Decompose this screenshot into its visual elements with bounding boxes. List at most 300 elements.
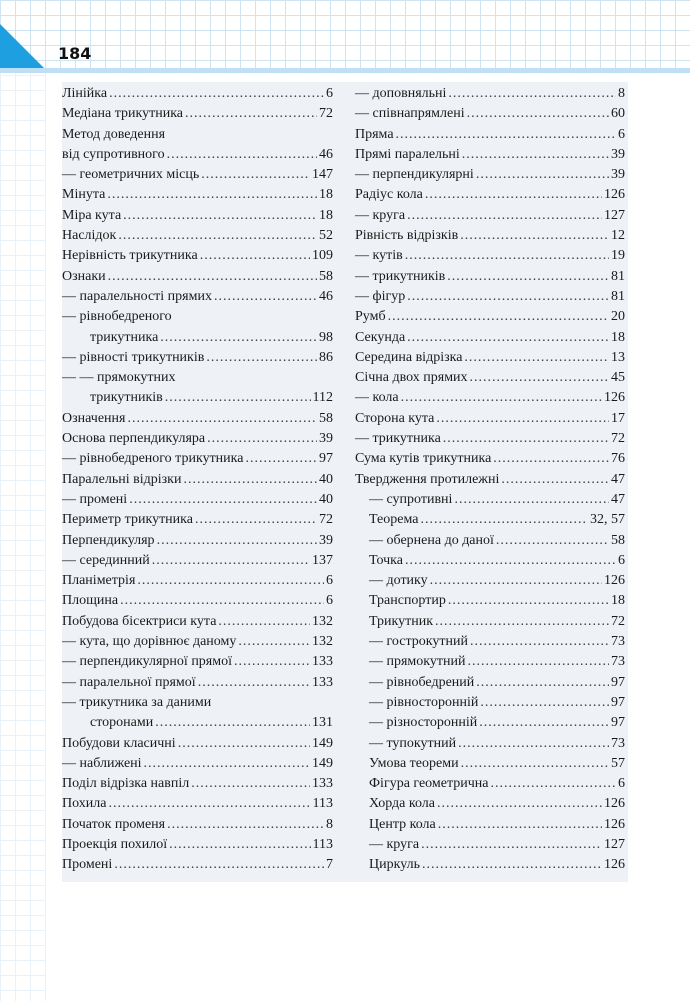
- index-term: — супротивні: [369, 491, 453, 507]
- dot-leader: [462, 145, 609, 165]
- index-term: — прямокутний: [369, 654, 466, 670]
- dot-leader: [118, 226, 317, 246]
- index-page-number: 112: [312, 390, 333, 406]
- index-entry: [355, 774, 625, 794]
- dot-leader: [467, 104, 609, 124]
- index-entry: [62, 531, 333, 551]
- index-term: Проекція похилої: [62, 836, 168, 852]
- dot-leader: [435, 612, 609, 632]
- index-term: Радіус кола: [355, 187, 423, 203]
- index-entry: [62, 185, 333, 205]
- index-term: — серединний: [62, 552, 150, 568]
- index-term: Лінійка: [62, 86, 108, 101]
- index-page-number: 46: [319, 146, 333, 162]
- index-term: — дотику: [369, 573, 428, 589]
- index-entry: [355, 429, 625, 449]
- index-term: Площина: [62, 593, 119, 609]
- dot-leader: [238, 632, 310, 652]
- index-page-number: 58: [319, 268, 333, 284]
- index-page-number: 149: [312, 735, 333, 751]
- index-term: — круга: [369, 836, 420, 852]
- index-entry: [355, 307, 625, 327]
- index-term: сторонами: [90, 715, 154, 731]
- index-term: — рівнобедреного: [62, 309, 172, 325]
- dot-leader: [405, 246, 609, 266]
- index-entry: [355, 815, 625, 835]
- index-page-number: 47: [611, 491, 625, 507]
- dot-leader: [443, 429, 609, 449]
- dot-leader: [425, 185, 602, 205]
- index-page-number: 133: [312, 776, 333, 792]
- index-page-number: 6: [618, 126, 625, 142]
- dot-leader: [207, 429, 317, 449]
- index-entry: [355, 368, 625, 388]
- index-entry: [62, 226, 333, 246]
- index-page-number: 81: [611, 268, 625, 284]
- index-entry: [355, 693, 625, 713]
- index-page-number: 72: [319, 106, 333, 122]
- index-term: — трикутників: [355, 268, 446, 284]
- index-page-number: 113: [312, 796, 333, 812]
- index-term: Планіметрія: [62, 573, 136, 589]
- dot-leader: [191, 774, 310, 794]
- index-page-number: 6: [326, 593, 333, 609]
- dot-leader: [436, 409, 609, 429]
- dot-leader: [448, 591, 609, 611]
- dot-leader: [200, 246, 310, 266]
- index-page-number: 18: [319, 187, 333, 203]
- index-term: — кутів: [355, 248, 403, 264]
- margin-grid: [0, 0, 46, 1001]
- dot-leader: [137, 571, 324, 591]
- index-term: — геометричних місць: [62, 167, 200, 183]
- index-entry: [62, 470, 333, 490]
- dot-leader: [496, 531, 609, 551]
- index-page-number: 57: [611, 755, 625, 771]
- index-term: Міра кута: [62, 207, 122, 223]
- index-page-number: 40: [319, 491, 333, 507]
- index-term: — рівнобедрений: [369, 674, 475, 690]
- dot-leader: [422, 855, 602, 875]
- dot-leader: [144, 754, 310, 774]
- dot-leader: [185, 104, 317, 124]
- index-term: — трикутника: [355, 431, 441, 447]
- index-page-number: 6: [326, 86, 333, 101]
- dot-leader: [470, 632, 609, 652]
- index-entry: [62, 104, 333, 124]
- index-entry: [355, 104, 625, 124]
- index-term: Похила: [62, 796, 107, 812]
- index-entry: [62, 591, 333, 611]
- index-term: Центр кола: [369, 816, 436, 832]
- index-entry: [62, 734, 333, 754]
- index-page-number: 81: [611, 288, 625, 304]
- index-page-number: 8: [618, 86, 625, 101]
- index-page-number: 126: [604, 187, 625, 203]
- index-entry: [355, 287, 625, 307]
- index-entry: [355, 510, 625, 530]
- index-term: Транспортир: [369, 593, 446, 609]
- dot-leader: [109, 84, 324, 104]
- index-page-number: 47: [611, 471, 625, 487]
- index-term: Сума кутів трикутника: [355, 451, 492, 467]
- index-entry: [62, 145, 333, 165]
- index-page-number: 39: [611, 167, 625, 183]
- index-term: — різносторонній: [369, 715, 478, 731]
- dot-leader: [388, 307, 609, 327]
- index-page-number: 126: [604, 796, 625, 812]
- dot-leader: [438, 815, 602, 835]
- index-entry: [355, 409, 625, 429]
- index-term: Ознаки: [62, 268, 106, 284]
- dot-leader: [201, 165, 310, 185]
- index-entry: [62, 449, 333, 469]
- index-term: — обернена до даної: [369, 532, 494, 548]
- index-entry: [62, 84, 333, 104]
- index-page-number: 97: [611, 674, 625, 690]
- index-term: — промені: [62, 491, 128, 507]
- index-term: — рівнобедреного трикутника: [62, 451, 244, 467]
- index-entry: [355, 835, 625, 855]
- dot-leader: [107, 185, 317, 205]
- index-page-number: 12: [611, 228, 625, 244]
- index-page-number: 60: [611, 106, 625, 122]
- index-page-number: 18: [319, 207, 333, 223]
- index-entry: [355, 125, 625, 145]
- index-entry: [355, 855, 625, 875]
- index-entry: [355, 673, 625, 693]
- dot-leader: [430, 571, 602, 591]
- dot-leader: [461, 754, 609, 774]
- index-page-number: 8: [326, 816, 333, 832]
- header-grid: [0, 0, 690, 68]
- dot-leader: [234, 652, 310, 672]
- index-term: трикутників: [90, 390, 163, 406]
- index-page-number: 32, 57: [590, 512, 625, 528]
- index-page-number: 7: [326, 857, 333, 873]
- index-term: Мінута: [62, 187, 106, 203]
- dot-leader: [245, 449, 317, 469]
- index-page-number: 126: [604, 857, 625, 873]
- index-entry: [355, 84, 625, 104]
- index-term: Побудова бісектриси кута: [62, 613, 217, 629]
- index-term: Фігура геометрична: [369, 776, 489, 792]
- index-term: Периметр трикутника: [62, 512, 193, 528]
- dot-leader: [407, 206, 602, 226]
- index-entry: [355, 652, 625, 672]
- index-entry: [355, 449, 625, 469]
- index-entry: [62, 855, 333, 875]
- index-page-number: 76: [611, 451, 625, 467]
- page-number: 184: [58, 44, 92, 63]
- index-term: — паралельної прямої: [62, 674, 196, 690]
- index-content: [62, 82, 628, 882]
- index-page-number: 20: [611, 309, 625, 325]
- index-term: — круга: [355, 207, 406, 223]
- index-entry: [62, 388, 333, 408]
- index-term: Умова теореми: [369, 755, 459, 771]
- dot-leader: [169, 835, 310, 855]
- dot-leader: [437, 794, 602, 814]
- index-term: Трикутник: [369, 613, 434, 629]
- index-term: Твердження протилежні: [355, 471, 500, 487]
- dot-leader: [401, 388, 602, 408]
- index-entry: [62, 632, 333, 652]
- index-term: Теорема: [369, 512, 419, 528]
- dot-leader: [218, 612, 310, 632]
- index-term: — гострокутний: [369, 634, 468, 650]
- index-entry: [62, 409, 333, 429]
- dot-leader: [447, 267, 609, 287]
- index-term: — рівносторонній: [369, 694, 479, 710]
- dot-leader: [479, 713, 609, 733]
- header-bar: [0, 68, 690, 73]
- dot-leader: [127, 409, 317, 429]
- dot-leader: [407, 328, 609, 348]
- index-entry: [62, 429, 333, 449]
- index-entry: [355, 551, 625, 571]
- dot-leader: [123, 206, 317, 226]
- index-entry: [62, 754, 333, 774]
- index-entry: [62, 368, 333, 388]
- dot-leader: [407, 287, 609, 307]
- dot-leader: [129, 490, 317, 510]
- dot-leader: [476, 165, 609, 185]
- dot-leader: [160, 328, 317, 348]
- index-entry: [62, 125, 333, 145]
- index-column-right: [355, 84, 625, 876]
- index-term: Промені: [62, 857, 113, 873]
- index-entry: [62, 652, 333, 672]
- index-entry: [355, 226, 625, 246]
- index-page-number: 72: [611, 613, 625, 629]
- index-page-number: 18: [611, 329, 625, 345]
- index-page-number: 132: [312, 634, 333, 650]
- index-term: Прямі паралельні: [355, 146, 460, 162]
- index-page-number: 6: [618, 776, 625, 792]
- dot-leader: [108, 267, 317, 287]
- dot-leader: [476, 673, 609, 693]
- index-page-number: 97: [611, 694, 625, 710]
- index-entry: [62, 693, 333, 713]
- index-page-number: 126: [604, 816, 625, 832]
- index-entry: [62, 165, 333, 185]
- corner-triangle-decoration: [0, 24, 44, 68]
- index-page-number: 17: [611, 410, 625, 426]
- dot-leader: [167, 145, 317, 165]
- dot-leader: [468, 652, 610, 672]
- index-page-number: 113: [312, 836, 333, 852]
- index-page-number: 127: [604, 836, 625, 852]
- index-term: Циркуль: [369, 857, 420, 873]
- dot-leader: [501, 470, 609, 490]
- index-entry: [355, 145, 625, 165]
- index-entry: [62, 206, 333, 226]
- index-page-number: 149: [312, 755, 333, 771]
- index-term: Пряма: [355, 126, 394, 142]
- dot-leader: [420, 510, 588, 530]
- index-page-number: 39: [611, 146, 625, 162]
- index-page-number: 13: [611, 349, 625, 365]
- index-entry: [355, 571, 625, 591]
- index-entry: [62, 835, 333, 855]
- index-page-number: 98: [319, 329, 333, 345]
- index-term: — співнапрямлені: [355, 106, 465, 122]
- index-term: від супротивного: [62, 146, 165, 162]
- index-page-number: 126: [604, 573, 625, 589]
- index-page-number: 131: [312, 715, 333, 731]
- index-entry: [355, 490, 625, 510]
- index-page-number: 58: [319, 410, 333, 426]
- dot-leader: [470, 368, 609, 388]
- dot-leader: [458, 734, 609, 754]
- index-term: Нерівність трикутника: [62, 248, 198, 264]
- index-term: Точка: [369, 552, 403, 568]
- index-term: — перпендикулярної прямої: [62, 654, 232, 670]
- index-entry: [355, 632, 625, 652]
- index-page-number: 127: [604, 207, 625, 223]
- index-term: Секунда: [355, 329, 406, 345]
- index-entry: [355, 267, 625, 287]
- index-entry: [355, 612, 625, 632]
- index-entry: [355, 328, 625, 348]
- index-term: Побудови класичні: [62, 735, 176, 751]
- index-page-number: 39: [319, 532, 333, 548]
- dot-leader: [206, 348, 317, 368]
- index-page-number: 126: [604, 390, 625, 406]
- dot-leader: [421, 835, 602, 855]
- index-page-number: 58: [611, 532, 625, 548]
- index-page-number: 40: [319, 471, 333, 487]
- index-entry: [62, 551, 333, 571]
- index-page-number: 137: [312, 552, 333, 568]
- index-page-number: 18: [611, 593, 625, 609]
- index-entry: [355, 165, 625, 185]
- index-term: — кола: [355, 390, 399, 406]
- index-page-number: 72: [611, 431, 625, 447]
- index-page-number: 133: [312, 654, 333, 670]
- index-page-number: 6: [618, 552, 625, 568]
- index-term: Паралельні відрізки: [62, 471, 182, 487]
- dot-leader: [155, 713, 310, 733]
- index-entry: [62, 246, 333, 266]
- dot-leader: [178, 734, 310, 754]
- dot-leader: [183, 470, 317, 490]
- index-page-number: 86: [319, 349, 333, 365]
- index-entry: [355, 348, 625, 368]
- index-column-left: [62, 84, 333, 876]
- index-page-number: 46: [319, 288, 333, 304]
- index-entry: [62, 571, 333, 591]
- index-page-number: 147: [312, 167, 333, 183]
- index-page-number: 39: [319, 431, 333, 447]
- index-entry: [62, 612, 333, 632]
- index-term: — тупокутний: [369, 735, 457, 751]
- dot-leader: [167, 815, 324, 835]
- index-page-number: 133: [312, 674, 333, 690]
- index-entry: [355, 246, 625, 266]
- index-term: — трикутника за даними: [62, 694, 212, 710]
- dot-leader: [108, 794, 310, 814]
- index-page-number: 72: [319, 512, 333, 528]
- index-term: Метод доведення: [62, 126, 166, 142]
- index-entry: [355, 713, 625, 733]
- dot-leader: [491, 774, 616, 794]
- index-term: Хорда кола: [369, 796, 435, 812]
- index-entry: [62, 348, 333, 368]
- index-entry: [355, 388, 625, 408]
- index-term: Медіана трикутника: [62, 106, 184, 122]
- index-page-number: 73: [611, 735, 625, 751]
- dot-leader: [114, 855, 324, 875]
- dot-leader: [405, 551, 616, 571]
- index-page-number: 19: [611, 248, 625, 264]
- index-entry: [355, 470, 625, 490]
- index-term: — рівності трикутників: [62, 349, 205, 365]
- index-entry: [355, 754, 625, 774]
- dot-leader: [165, 388, 311, 408]
- index-term: Рівність відрізків: [355, 228, 459, 244]
- index-page-number: 73: [611, 654, 625, 670]
- dot-leader: [464, 348, 609, 368]
- index-term: Січна двох прямих: [355, 370, 468, 386]
- index-page-number: 52: [319, 228, 333, 244]
- index-entry: [62, 307, 333, 327]
- dot-leader: [480, 693, 609, 713]
- index-term: Основа перпендикуляра: [62, 431, 206, 447]
- index-page-number: 97: [319, 451, 333, 467]
- dot-leader: [448, 84, 616, 104]
- index-term: Сторона кута: [355, 410, 435, 426]
- dot-leader: [214, 287, 317, 307]
- dot-leader: [396, 125, 616, 145]
- index-entry: [62, 267, 333, 287]
- index-term: трикутника: [90, 329, 159, 345]
- index-term: Поділ відрізка навпіл: [62, 776, 190, 792]
- dot-leader: [120, 591, 324, 611]
- index-entry: [62, 774, 333, 794]
- index-entry: [62, 490, 333, 510]
- index-term: — кута, що дорівнює даному: [62, 634, 237, 650]
- index-entry: [62, 713, 333, 733]
- index-entry: [355, 531, 625, 551]
- index-entry: [355, 185, 625, 205]
- index-entry: [62, 510, 333, 530]
- index-entry: [62, 328, 333, 348]
- index-page-number: 97: [611, 715, 625, 731]
- index-term: Середина відрізка: [355, 349, 463, 365]
- index-page-number: 109: [312, 248, 333, 264]
- index-entry: [355, 206, 625, 226]
- index-term: — паралельності прямих: [62, 288, 212, 304]
- index-entry: [62, 673, 333, 693]
- index-entry: [355, 591, 625, 611]
- index-term: Румб: [355, 309, 386, 325]
- dot-leader: [152, 551, 310, 571]
- index-term: Початок променя: [62, 816, 166, 832]
- index-term: — — прямокутних: [62, 370, 176, 386]
- dot-leader: [198, 673, 310, 693]
- index-term: — наближені: [62, 755, 142, 771]
- index-term: — доповняльні: [355, 86, 447, 101]
- index-page-number: 132: [312, 613, 333, 629]
- index-term: Означення: [62, 410, 126, 426]
- dot-leader: [157, 531, 317, 551]
- index-entry: [355, 734, 625, 754]
- dot-leader: [195, 510, 317, 530]
- dot-leader: [493, 449, 609, 469]
- index-page-number: 6: [326, 573, 333, 589]
